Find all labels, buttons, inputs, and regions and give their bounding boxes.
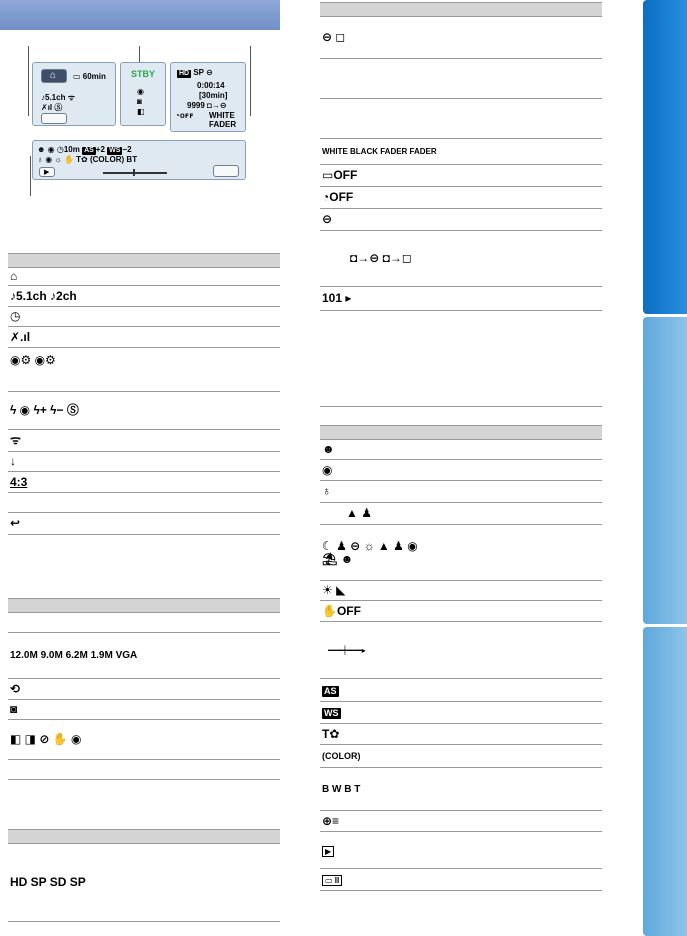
off-indicator: ◔ᴏꜰꜰ — [175, 111, 194, 120]
left-indicator-panel — [32, 62, 116, 126]
table-header — [8, 829, 280, 844]
counter: 0:00:14 — [197, 81, 225, 90]
play-button — [39, 167, 55, 177]
leader-line — [139, 46, 140, 62]
table-header — [320, 2, 602, 17]
table-row: ◉⚙ ◉⚙ — [8, 348, 280, 392]
table-scene-indicators — [320, 425, 602, 891]
gps-icon: ✗ıl Ⓢ — [41, 103, 63, 112]
battery-indicator: ▭ 60min — [73, 72, 106, 81]
table-row: 4:3 — [8, 472, 280, 493]
table-row: ◙ — [8, 700, 280, 720]
table-row: ◘→⊖ ◘→◻ — [320, 231, 602, 287]
table-row: ⊖ — [320, 209, 602, 231]
leader-line — [28, 46, 29, 116]
scene-indicators: ☻ ◉ ◷10m AS +2 WS −2 — [37, 145, 132, 154]
table-row: ☀ ◣ — [320, 581, 602, 601]
fader-label-1: WHITE — [209, 111, 235, 120]
table-row: T✿ — [320, 724, 602, 745]
table-row: ↩ — [8, 513, 280, 535]
table-row: ♪5.1ch ♪2ch — [8, 286, 280, 307]
table-header — [320, 425, 602, 440]
remaining-time: [30min] — [199, 91, 228, 100]
table-row: HD SP SD SP — [8, 844, 280, 922]
table-row — [8, 493, 280, 513]
table-row: WS — [320, 702, 602, 724]
table-row — [320, 59, 602, 99]
table-row: ◉ — [320, 460, 602, 481]
photo-count: 9999 ◘→⊖ — [187, 101, 227, 110]
table-row: 101 ▸ — [320, 287, 602, 311]
table-row: ◷ — [8, 307, 280, 327]
standby-indicator: STBY — [131, 69, 156, 79]
effect-indicators: ♁ ◉ ☼ ✋ T✿ (COLOR) BT — [37, 155, 138, 164]
table-display-indicators — [8, 253, 280, 535]
right-indicator-panel — [170, 62, 246, 132]
table-row: ☾ ♟ ⊖ ☼ ▲ ♟ ◉ ⛱ ☻ — [320, 525, 602, 581]
media-icon: ◉ — [137, 87, 144, 96]
table-row: ✗.ıl — [8, 327, 280, 348]
table-row — [8, 613, 280, 633]
fader-label-2: FADER — [209, 120, 237, 129]
frame-icon: ◙ — [137, 97, 142, 106]
audio-indicator: ♪5.1ch ᯤ — [41, 93, 75, 102]
zoom-marker — [133, 169, 135, 176]
table-row: ⌂ — [8, 268, 280, 286]
screen-diagram — [24, 46, 252, 206]
table-status-indicators — [320, 2, 602, 407]
table-row: ▭ II — [320, 869, 602, 891]
table-row: 12.0M 9.0M 6.2M 1.9M VGA — [8, 633, 280, 679]
leader-line — [30, 156, 31, 196]
menu-button — [213, 165, 239, 177]
table-row: ⊕≡ — [320, 811, 602, 832]
table-row: WHITE BLACK FADER FADER — [320, 139, 602, 165]
table-row: ϟ ◉ ϟ+ ϟ− Ⓢ — [8, 392, 280, 430]
table-row: ⊖ ◻ — [320, 17, 602, 59]
section-title-banner — [0, 0, 280, 30]
table-row: ↓ — [8, 452, 280, 472]
center-indicator-panel — [120, 62, 166, 126]
table-header — [8, 253, 280, 268]
side-tab-2[interactable] — [643, 317, 687, 624]
table-row: ▶ — [320, 832, 602, 869]
table-row — [8, 760, 280, 780]
table-row: ✋OFF — [320, 601, 602, 622]
table-row — [320, 99, 602, 139]
table-recording-settings — [8, 598, 280, 780]
face-icon: ◧ — [137, 107, 145, 116]
table-row: ♁ — [320, 481, 602, 503]
table-row: ᯤ — [8, 430, 280, 452]
table-row: ☻ — [320, 440, 602, 460]
table-row: ▲ ♟ — [320, 503, 602, 525]
table-row: ▭OFF — [320, 165, 602, 187]
table-row: ⟲ — [8, 679, 280, 700]
bottom-indicator-panel — [32, 140, 246, 180]
table-row: B W B T — [320, 768, 602, 811]
side-tab-3[interactable] — [643, 627, 687, 936]
home-button — [41, 69, 67, 83]
table-row: AS — [320, 679, 602, 702]
play-icon: ▶ — [44, 169, 50, 176]
table-recording-mode — [8, 829, 280, 922]
zoom-bar — [103, 172, 167, 174]
table-row: (COLOR) — [320, 745, 602, 768]
side-tab-1[interactable] — [643, 0, 687, 314]
option-button — [41, 113, 67, 124]
table-row: ◧ ◨ ⊘ ✋ ◉ — [8, 720, 280, 760]
leader-line — [250, 46, 251, 116]
quality-indicator: HD SP ⊖ — [179, 68, 213, 77]
home-icon: ⌂ — [50, 70, 57, 81]
table-header — [8, 598, 280, 613]
table-row — [320, 311, 602, 407]
table-row: ━━━┿━━━▸ — [320, 622, 602, 679]
table-row: ◔OFF — [320, 187, 602, 209]
